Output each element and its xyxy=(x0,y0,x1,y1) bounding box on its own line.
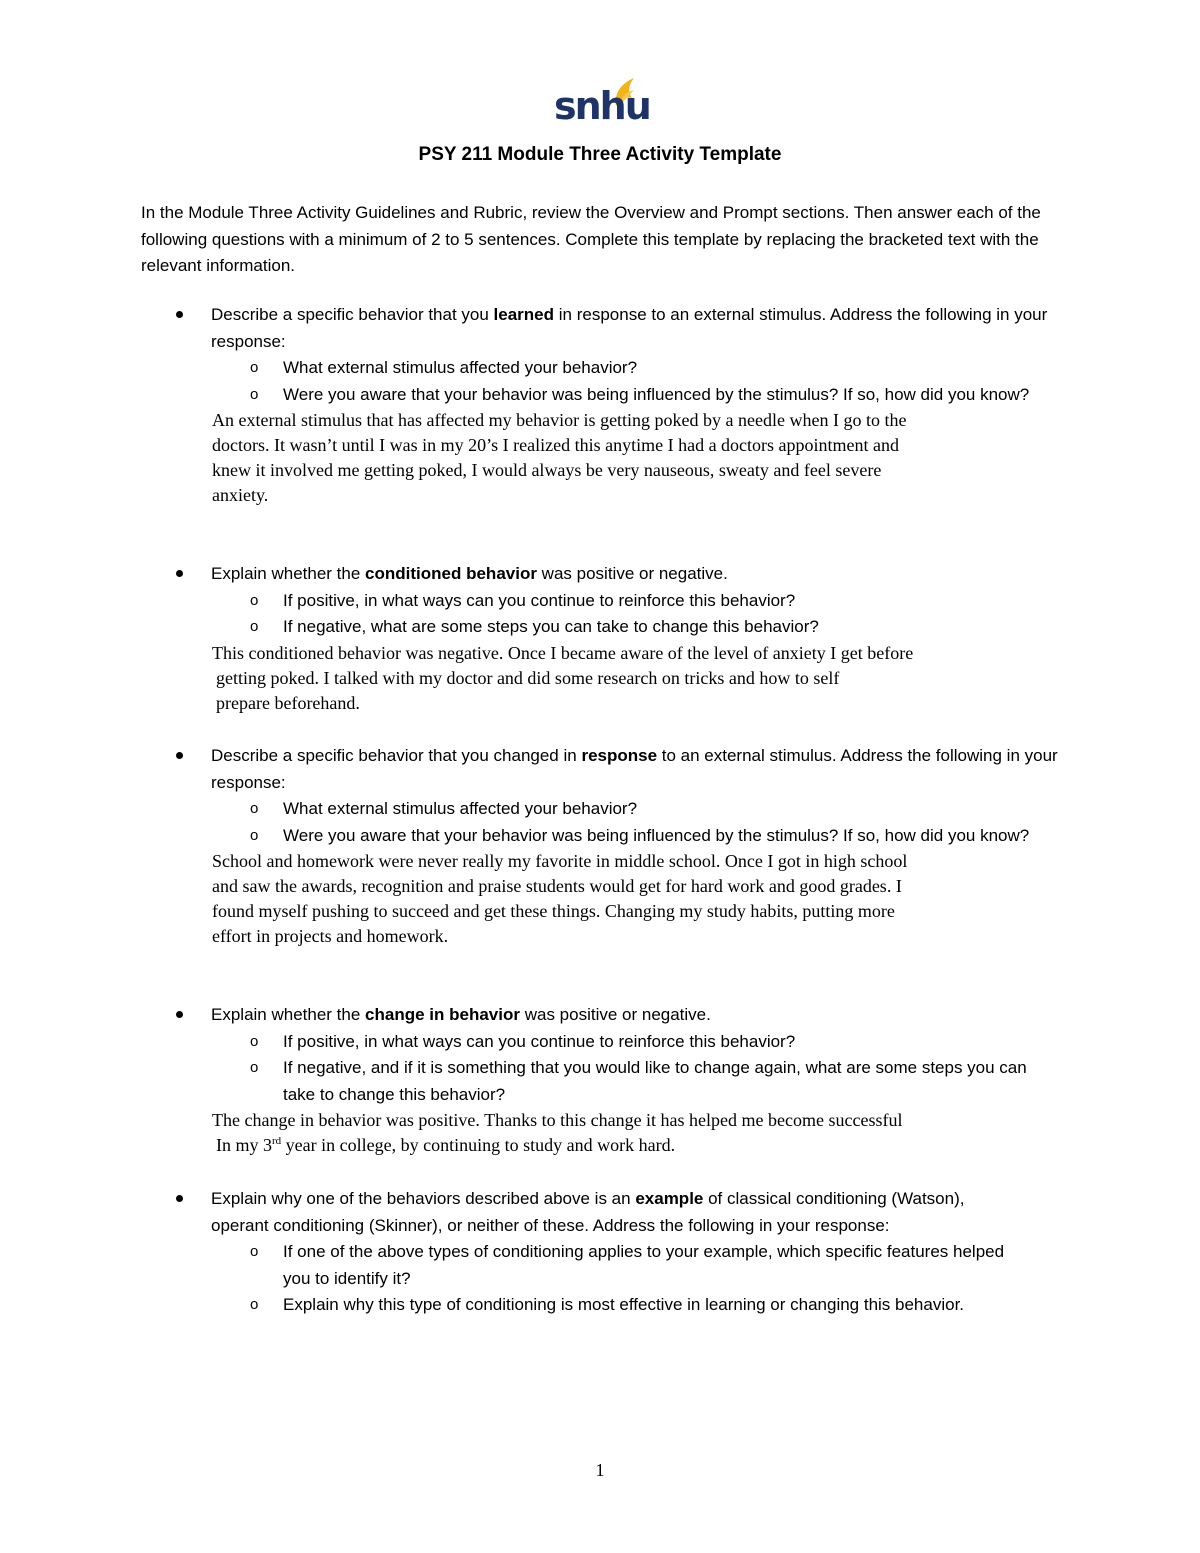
intro-paragraph: In the Module Three Activity Guidelines and Rubric, review the Overview and Prompt sections. Then answer each of the following questions with a minimum of 2 to 5 sentences. Complete this template by replacing the bracketed text with the relevant information. xyxy=(141,203,1041,275)
question-text: Explain whether the xyxy=(211,564,366,583)
question-text: Describe a specific behavior that you changed in xyxy=(211,746,582,765)
sub-question xyxy=(141,588,1071,615)
answer-text: In my 3 xyxy=(216,1135,272,1155)
circle-bullet-icon: o xyxy=(250,359,259,376)
question-bullet xyxy=(141,302,1071,355)
snhu-logo xyxy=(554,76,650,132)
answer-block xyxy=(141,849,1071,949)
sub-question-text: If one of the above types of conditioning applies to your example, which specific features helped you to identify it? xyxy=(283,1242,1005,1288)
answer-line: School and homework were never really my favorite in middle school. Once I got in high school xyxy=(212,851,908,871)
sub-question xyxy=(141,796,1071,823)
question-emphasis: conditioned behavior xyxy=(365,564,537,583)
question-section-4 xyxy=(141,1002,1071,1158)
sub-question xyxy=(141,355,1071,382)
question-section-5 xyxy=(141,1186,1071,1319)
question-emphasis: response xyxy=(581,746,658,765)
answer-line: anxiety. xyxy=(212,485,269,505)
bullet-icon xyxy=(176,570,183,577)
circle-bullet-icon: o xyxy=(250,1296,259,1313)
question-section-3 xyxy=(141,743,1071,949)
sub-question xyxy=(141,1029,1071,1056)
question-text: was positive or negative. xyxy=(536,564,728,583)
document-title: PSY 211 Module Three Activity Template xyxy=(418,144,782,165)
sub-question-text: If positive, in what ways can you continue to reinforce this behavior? xyxy=(283,1031,796,1051)
question-bullet xyxy=(141,1002,1071,1029)
answer-line: getting poked. I talked with my doctor and did some research on tricks and how to self xyxy=(216,667,840,688)
circle-bullet-icon: o xyxy=(250,800,259,817)
answer-block xyxy=(141,408,1071,508)
question-section-2 xyxy=(141,561,1071,716)
circle-bullet-icon: o xyxy=(250,1059,259,1076)
answer-line: effort in projects and homework. xyxy=(212,926,449,946)
sub-question-text: If negative, what are some steps you can take to change this behavior? xyxy=(283,617,819,636)
answer-line: prepare beforehand. xyxy=(216,692,360,713)
answer-block xyxy=(141,641,1071,716)
bullet-icon xyxy=(176,1011,183,1018)
circle-bullet-icon: o xyxy=(250,1243,259,1260)
sub-question-text: Were you aware that your behavior was being influenced by the stimulus? If so, how did you know? xyxy=(283,825,1030,845)
answer-line: knew it involved me getting poked, I would always be very nauseous, sweaty and feel severe xyxy=(212,460,882,480)
question-emphasis: example xyxy=(635,1189,704,1208)
sub-question-text: What external stimulus affected your behavior? xyxy=(283,799,638,818)
sub-question xyxy=(141,1055,1071,1108)
answer-line: An external stimulus that has affected my behavior is getting poked by a needle when I go to the xyxy=(212,410,907,430)
sub-question-text: What external stimulus affected your behavior? xyxy=(283,358,638,377)
answer-line: This conditioned behavior was negative. Once I became aware of the level of anxiety I get before xyxy=(212,642,914,663)
question-text: Explain why one of the behaviors described above is an xyxy=(211,1189,636,1208)
answer-text: year in college, by continuing to study and work hard. xyxy=(281,1135,676,1155)
question-text: to an external stimulus. Address the following in your response: xyxy=(211,746,1058,792)
question-emphasis: learned xyxy=(493,305,555,324)
sub-question xyxy=(141,382,1071,409)
circle-bullet-icon: o xyxy=(250,385,259,403)
answer-line: The change in behavior was positive. Thanks to this change it has helped me become successful xyxy=(212,1110,903,1130)
circle-bullet-icon: o xyxy=(250,1032,259,1050)
question-text: of classical conditioning (Watson), operant conditioning (Skinner), or neither of these. Address the following in your response: xyxy=(211,1189,965,1235)
superscript: rd xyxy=(272,1135,282,1147)
logo-text: snhu xyxy=(554,84,650,128)
question-section-1 xyxy=(141,302,1071,508)
sub-question-text: Were you aware that your behavior was being influenced by the stimulus? If so, how did you know? xyxy=(283,384,1030,404)
answer-line: and saw the awards, recognition and praise students would get for hard work and good grades. I xyxy=(212,876,902,896)
sub-question xyxy=(141,1239,1071,1292)
bullet-icon xyxy=(176,311,183,318)
bullet-icon xyxy=(176,1195,183,1202)
answer-line xyxy=(212,1133,1071,1158)
sub-question-text: Explain why this type of conditioning is most effective in learning or changing this behavior. xyxy=(283,1295,965,1314)
question-text: in response to an external stimulus. Address the following in your response: xyxy=(211,305,1048,351)
question-text: Describe a specific behavior that you xyxy=(211,305,494,324)
question-bullet xyxy=(141,743,1071,796)
bullet-icon xyxy=(176,752,183,759)
answer-block xyxy=(141,1108,1071,1158)
question-text: was positive or negative. xyxy=(519,1005,711,1024)
sub-question xyxy=(141,614,1071,641)
question-emphasis: change in behavior xyxy=(365,1005,520,1024)
sub-question-text: If negative, and if it is something that you would like to change again, what are some steps you can take to change this behavior? xyxy=(283,1058,1027,1104)
sub-question xyxy=(141,1292,1071,1319)
question-text: Explain whether the xyxy=(211,1005,366,1024)
circle-bullet-icon: o xyxy=(250,591,259,609)
sub-question-text: If positive, in what ways can you continue to reinforce this behavior? xyxy=(283,590,796,610)
question-bullet xyxy=(141,1186,1071,1239)
circle-bullet-icon: o xyxy=(250,618,259,635)
answer-line: doctors. It wasn’t until I was in my 20’s I realized this anytime I had a doctors appointment and xyxy=(212,435,900,455)
answer-line: found myself pushing to succeed and get these things. Changing my study habits, putting more xyxy=(212,901,895,921)
question-bullet xyxy=(141,561,1071,588)
sub-question xyxy=(141,823,1071,850)
circle-bullet-icon: o xyxy=(250,826,259,844)
page-number: 1 xyxy=(595,1460,605,1480)
